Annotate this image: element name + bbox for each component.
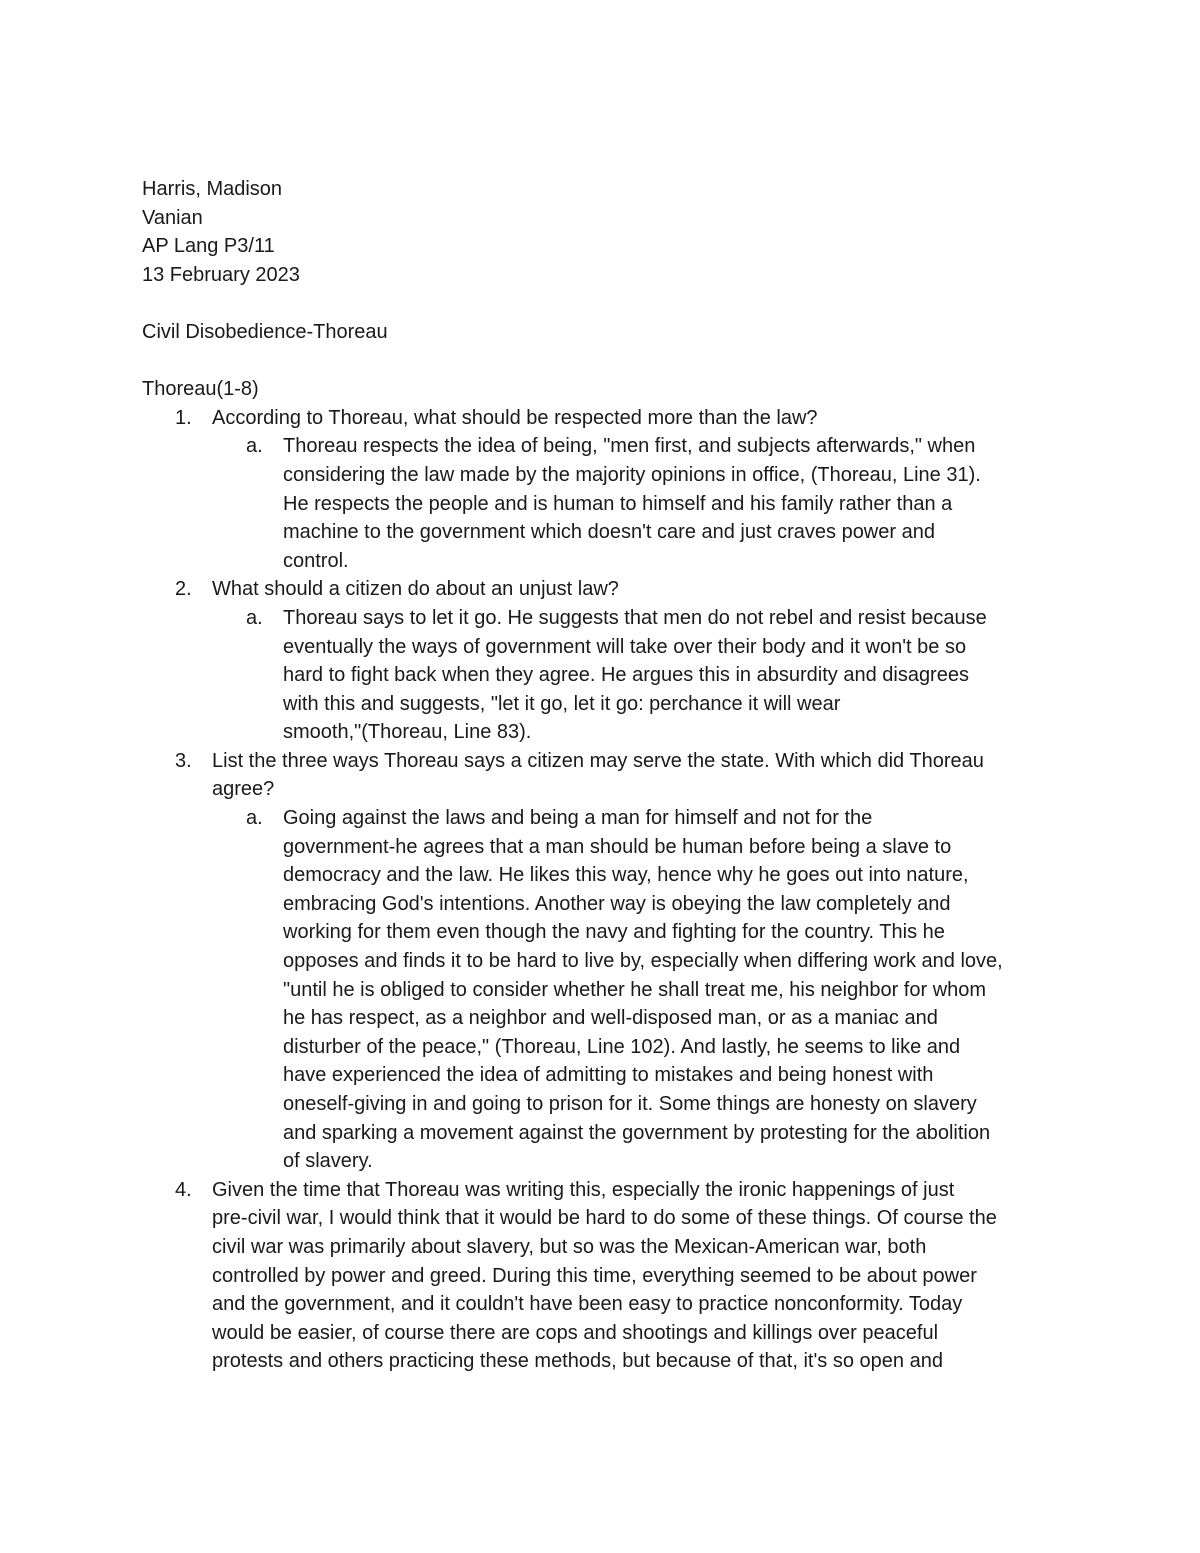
question-text: protests and others practicing these methods, but because of that, it's so open and (212, 1350, 943, 1373)
question-text: Given the time that Thoreau was writing this, especially the ironic happenings of just (212, 1178, 955, 1201)
question-2 (142, 575, 1072, 604)
question-text: would be easier, of course there are cops and shootings and killings over peaceful (212, 1321, 939, 1344)
answer-line: of slavery. (283, 1150, 373, 1173)
answer-line: eventually the ways of government will take over their body and it won't be so (283, 635, 967, 658)
student-name: Harris, Madison (142, 178, 283, 200)
document-content (142, 175, 1072, 1376)
answer-line: He respects the people and is human to himself and his family rather than a (283, 492, 953, 515)
answer-line: embracing God's intentions. Another way is obeying the law completely and (283, 892, 951, 915)
question-text: According to Thoreau, what should be respected more than the law? (212, 406, 818, 429)
answer-line: machine to the government which doesn't care and just craves power and (283, 521, 935, 544)
answer-line: oneself-giving in and going to prison for it. Some things are honesty on slavery (283, 1093, 977, 1115)
section-heading: Thoreau(1-8) (142, 378, 259, 401)
answer-line: have experienced the idea of admitting to mistakes and being honest with (283, 1064, 934, 1087)
question-number: 1. (175, 406, 192, 429)
question-number: 4. (175, 1178, 192, 1201)
question-text: What should a citizen do about an unjust law? (212, 578, 619, 601)
question-text: controlled by power and greed. During this time, everything seemed to be about power (212, 1264, 977, 1287)
answer-line: hard to fight back when they agree. He argues this in absurdity and disagrees (283, 664, 969, 687)
course-name: AP Lang P3/11 (142, 235, 275, 258)
answer-line: "until he is obliged to consider whether he shall treat me, his neighbor for whom (283, 978, 987, 1001)
answer-letter: a. (246, 435, 263, 458)
answer-line: with this and suggests, "let it go, let it go: perchance it will wear (283, 692, 841, 715)
header-block (142, 175, 1072, 289)
answer-line: and sparking a movement against the government by protesting for the abolition (283, 1121, 991, 1144)
answer-line: smooth,"(Thoreau, Line 83). (283, 721, 532, 744)
spacer (142, 289, 1072, 318)
question-1 (142, 404, 1072, 433)
answer-line: Thoreau respects the idea of being, "men first, and subjects afterwards," when (283, 435, 976, 458)
spacer (142, 347, 1072, 376)
question-number: 3. (175, 749, 192, 772)
question-text: agree? (212, 778, 275, 801)
question-number: 2. (175, 578, 192, 601)
answer-letter: a. (246, 606, 263, 629)
answer-line: government-he agrees that a man should be human before being a slave to (283, 835, 952, 858)
question-text: civil war was primarily about slavery, but so was the Mexican-American war, both (212, 1235, 927, 1258)
question-text: pre-civil war, I would think that it would be hard to do some of these things. Of course the (212, 1207, 997, 1230)
question-3 (142, 747, 1072, 804)
document-title: Civil Disobedience-Thoreau (142, 320, 388, 343)
document-date: 13 February 2023 (142, 263, 300, 286)
teacher-name: Vanian (142, 206, 203, 229)
answer-line: working for them even though the navy and fighting for the country. This he (283, 921, 945, 944)
answer-line: considering the law made by the majority opinions in office, (Thoreau, Line 31). (283, 463, 981, 486)
answer-line: democracy and the law. He likes this way, hence why he goes out into nature, (283, 864, 969, 887)
question-4 (142, 1176, 1072, 1376)
answer-2a (142, 604, 1072, 747)
answer-letter: a. (246, 807, 263, 830)
answer-line: control. (283, 549, 349, 572)
answer-line: opposes and finds it to be hard to live by, especially when differing work and love, (283, 950, 1003, 973)
answer-line: Going against the laws and being a man for himself and not for the (283, 807, 873, 830)
question-text: List the three ways Thoreau says a citizen may serve the state. With which did Thoreau (212, 749, 984, 772)
question-text: and the government, and it couldn't have been easy to practice nonconformity. Today (212, 1293, 963, 1316)
answer-line: disturber of the peace," (Thoreau, Line 102). And lastly, he seems to like and (283, 1035, 961, 1058)
answer-line: Thoreau says to let it go. He suggests that men do not rebel and resist because (283, 606, 987, 629)
answer-1a (142, 432, 1072, 575)
answer-3a (142, 804, 1072, 1176)
answer-line: he has respect, as a neighbor and well-disposed man, or as a maniac and (283, 1007, 938, 1030)
